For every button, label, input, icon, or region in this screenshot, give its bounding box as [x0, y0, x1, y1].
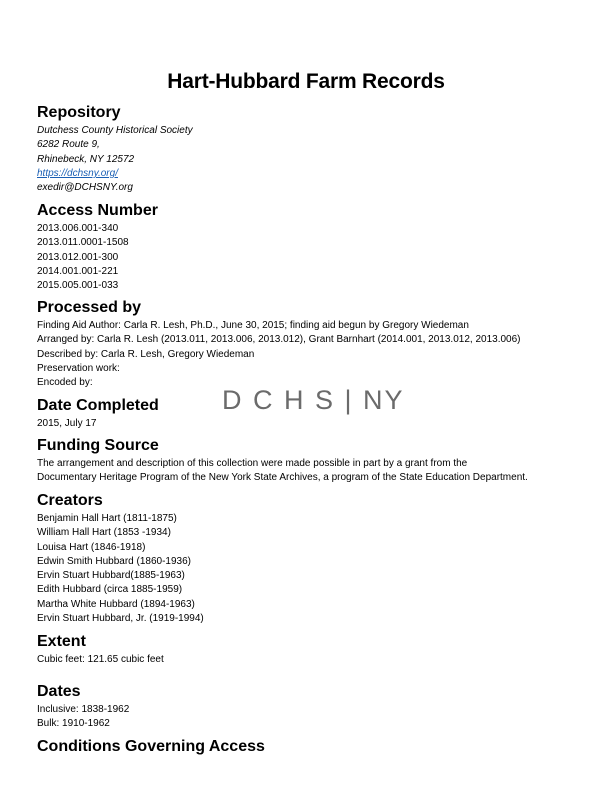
repository-section — [37, 103, 597, 195]
processed-by-line: Arranged by: Carla R. Lesh (2013.011, 2013.006, 2013.012), Grant Barnhart (2014.001, 2013.012, 2013.006) — [37, 334, 521, 346]
access-number-item: 2013.012.001-300 — [37, 251, 119, 263]
creator-item: Louisa Hart (1846-1918) — [37, 541, 146, 553]
creators-heading: Creators — [37, 492, 103, 509]
conditions-heading: Conditions Governing Access — [37, 738, 265, 755]
creator-item: Benjamin Hall Hart (1811-1875) — [37, 513, 177, 524]
creator-item: William Hall Hart (1853 -1934) — [37, 527, 171, 539]
funding-source-line: The arrangement and description of this collection were made possible in part by a grant from the — [37, 458, 468, 469]
creator-item: Edwin Smith Hubbard (1860-1936) — [37, 555, 191, 567]
dates-bulk: Bulk: 1910-1962 — [37, 718, 110, 730]
creator-item: Martha White Hubbard (1894-1963) — [37, 598, 195, 610]
repository-email: exedir@DCHSNY.org — [37, 182, 133, 194]
access-number-item: 2013.006.001-340 — [37, 223, 119, 234]
creator-item: Ervin Stuart Hubbard, Jr. (1919-1994) — [37, 613, 204, 625]
date-completed-section — [37, 396, 597, 431]
repository-street: 6282 Route 9, — [37, 139, 100, 151]
processed-by-section — [37, 298, 597, 390]
access-number-item: 2014.001.001-221 — [37, 265, 119, 277]
funding-source-heading: Funding Source — [37, 437, 159, 454]
funding-source-line: Documentary Heritage Program of the New York State Archives, a program of the State Education Department. — [37, 472, 528, 484]
access-number-item: 2013.011.0001-1508 — [37, 237, 129, 249]
extent-section — [37, 632, 597, 667]
creator-item: Edith Hubbard (circa 1885-1959) — [37, 584, 183, 596]
processed-by-line: Encoded by: — [37, 377, 93, 389]
date-completed-value: 2015, July 17 — [37, 418, 97, 429]
extent-heading: Extent — [37, 633, 86, 650]
processed-by-heading: Processed by — [37, 299, 142, 316]
dates-heading: Dates — [37, 683, 81, 700]
processed-by-line: Finding Aid Author: Carla R. Lesh, Ph.D., June 30, 2015; finding aid begun by Gregory Wiedeman — [37, 320, 469, 331]
access-number-heading: Access Number — [37, 202, 158, 219]
processed-by-line: Preservation work: — [37, 362, 120, 374]
document-title: Hart-Hubbard Farm Records — [167, 70, 445, 93]
repository-name: Dutchess County Historical Society — [37, 125, 193, 136]
access-number-section — [37, 201, 597, 293]
repository-city: Rhinebeck, NY 12572 — [37, 153, 135, 165]
access-number-item: 2015.005.001-033 — [37, 280, 119, 292]
creators-section — [37, 491, 597, 626]
repository-url-link[interactable]: https://dchsny.org/ — [37, 167, 118, 179]
date-completed-heading: Date Completed — [37, 397, 159, 414]
dates-inclusive: Inclusive: 1838-1962 — [37, 704, 130, 715]
funding-source-section — [37, 436, 597, 486]
processed-by-line: Described by: Carla R. Lesh, Gregory Wiedeman — [37, 348, 255, 360]
extent-value: Cubic feet: 121.65 cubic feet — [37, 654, 164, 665]
dchs-ny-logo: D C H S | NY — [222, 385, 405, 415]
repository-heading: Repository — [37, 104, 121, 121]
dates-section — [37, 682, 597, 732]
creator-item: Ervin Stuart Hubbard(1885-1963) — [37, 570, 185, 582]
conditions-section — [37, 737, 597, 758]
